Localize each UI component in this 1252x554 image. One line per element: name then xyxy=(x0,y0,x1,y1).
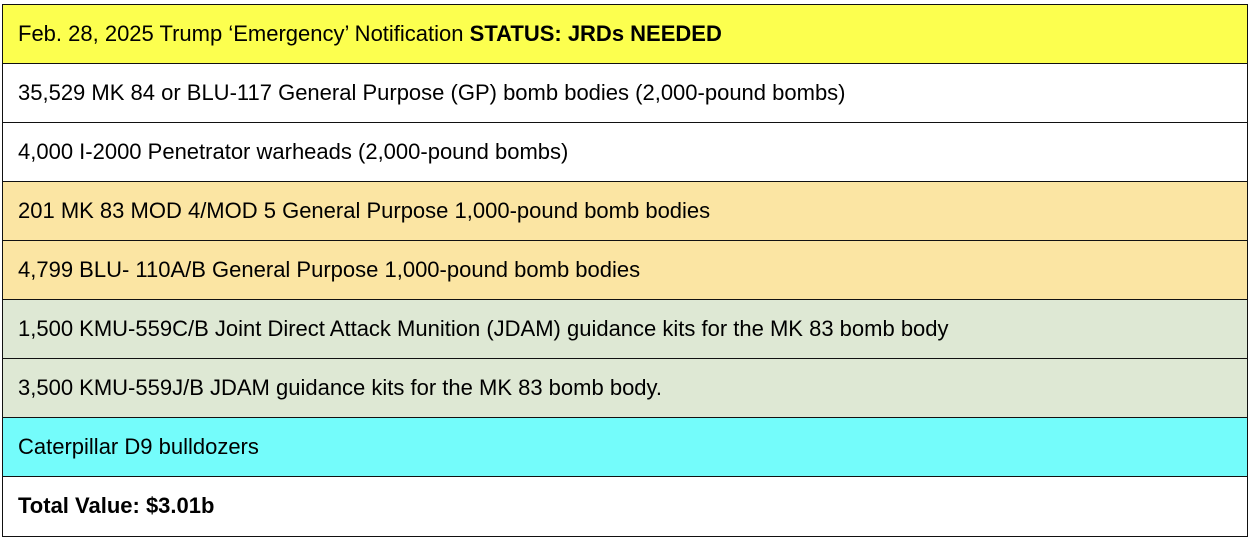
row-text: 1,500 KMU-559C/B Joint Direct Attack Munition (JDAM) guidance kits for the MK 83 bomb body xyxy=(18,316,949,342)
row-text: 201 MK 83 MOD 4/MOD 5 General Purpose 1,000-pound bomb bodies xyxy=(18,198,711,224)
table-row xyxy=(2,240,1248,301)
status-label: STATUS: JRDs NEEDED xyxy=(469,21,722,47)
header-row xyxy=(2,4,1248,65)
table-row xyxy=(2,417,1248,478)
total-row xyxy=(2,476,1248,537)
row-text: 4,799 BLU- 110A/B General Purpose 1,000-pound bomb bodies xyxy=(18,257,641,283)
table-row xyxy=(2,63,1248,124)
header-text: Feb. 28, 2025 Trump ‘Emergency’ Notification xyxy=(18,21,464,47)
row-text: 4,000 I-2000 Penetrator warheads (2,000-pound bombs) xyxy=(18,139,569,165)
notification-table xyxy=(2,4,1248,537)
table-row xyxy=(2,299,1248,360)
row-text: 3,500 KMU-559J/B JDAM guidance kits for the MK 83 bomb body. xyxy=(18,375,663,401)
table-row xyxy=(2,358,1248,419)
row-text: Caterpillar D9 bulldozers xyxy=(18,434,259,460)
total-value: Total Value: $3.01b xyxy=(18,493,215,519)
table-row xyxy=(2,181,1248,242)
row-text: 35,529 MK 84 or BLU-117 General Purpose (GP) bomb bodies (2,000-pound bombs) xyxy=(18,80,846,106)
table-row xyxy=(2,122,1248,183)
